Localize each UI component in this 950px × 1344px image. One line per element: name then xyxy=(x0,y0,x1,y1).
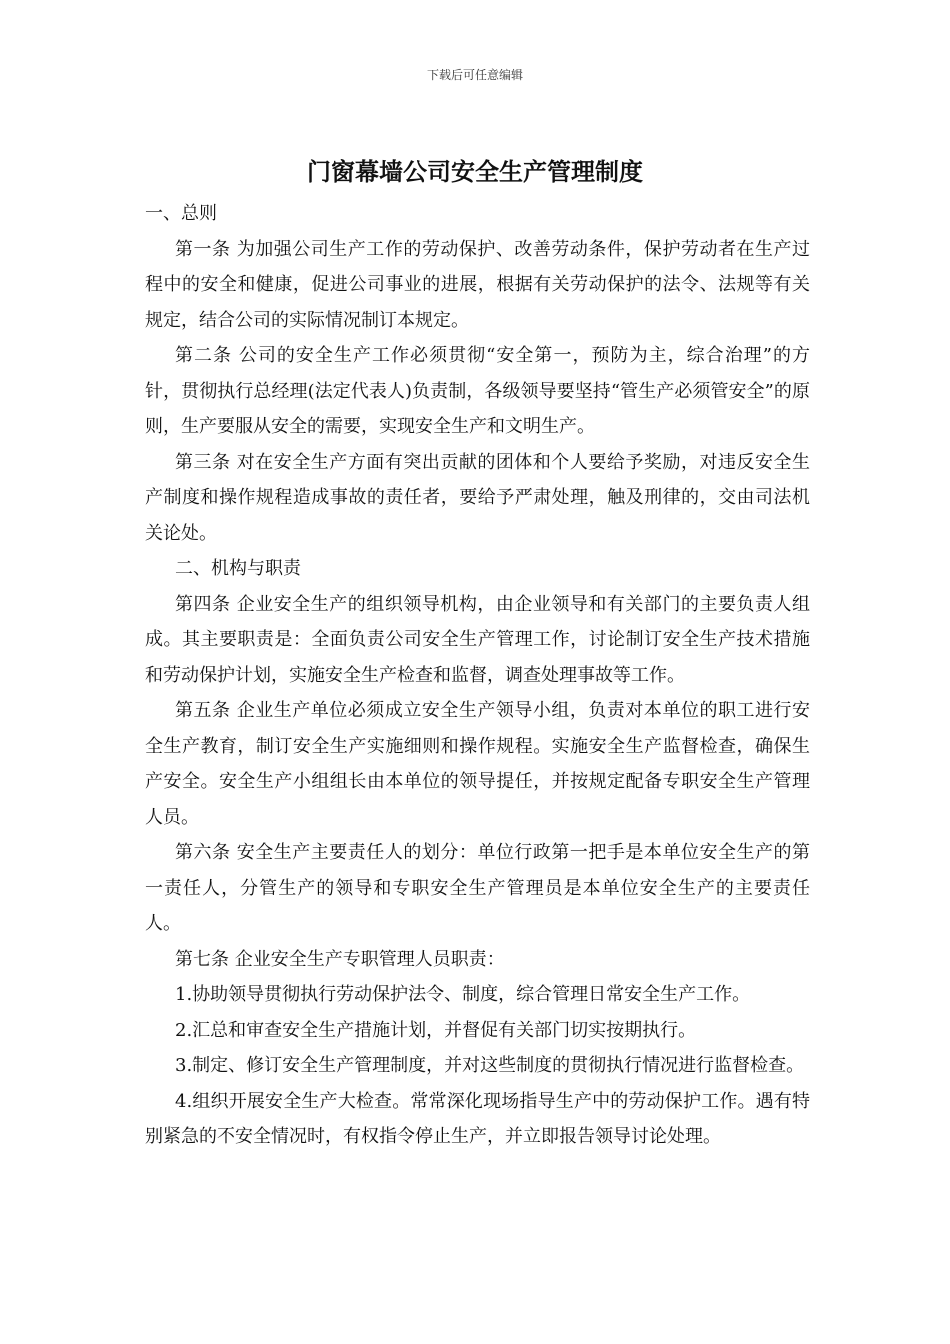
article-6: 第六条 安全生产主要责任人的划分：单位行政第一把手是本单位安全生产的第一责任人，分管生产的领导和专职安全生产管理员是本单位安全生产的主要责任人。 xyxy=(145,842,810,934)
duty-item-3: 3.制定、修订安全生产管理制度，并对这些制度的贯彻执行情况进行监督检查。 xyxy=(175,1055,805,1076)
duty-item-2: 2.汇总和审查安全生产措施计划，并督促有关部门切实按期执行。 xyxy=(175,1019,697,1041)
article-4: 第四条 企业安全生产的组织领导机构，由企业领导和有关部门的主要负责人组成。其主要职责是：全面负责公司安全生产管理工作，讨论制订安全生产技术措施和劳动保护计划，实施安全生产检查和监督，调查处理事故等工作。 xyxy=(145,593,810,686)
article-1: 第一条 为加强公司生产工作的劳动保护、改善劳动条件，保护劳动者在生产过程中的安全和健康，促进公司事业的进展，根据有关劳动保护的法令、法规等有关规定，结合公司的实际情况制订本规定。 xyxy=(145,238,810,331)
article-5: 第五条 企业生产单位必须成立安全生产领导小组，负责对本单位的职工进行安全生产教育，制订安全生产实施细则和操作规程。实施安全生产监督检查，确保生产安全。安全生产小组组长由本单位的领导提任，并按规定配备专职安全生产管理人员。 xyxy=(145,700,810,828)
page-header-note: 下载后可任意编辑 xyxy=(426,68,523,82)
duty-item-1: 1.协助领导贯彻执行劳动保护法令、制度，综合管理日常安全生产工作。 xyxy=(175,984,751,1005)
section-heading-general: 一、总则 xyxy=(145,203,217,224)
article-7: 第七条 企业安全生产专职管理人员职责： xyxy=(175,948,505,970)
article-2: 第二条 公司的安全生产工作必须贯彻“安全第一，预防为主，综合治理”的方针，贯彻执行总经理(法定代表人)负责制，各级领导要坚持“管生产必须管安全”的原则，生产要服从安全的需要，实现安全生产和文明生产。 xyxy=(145,345,810,437)
document-body xyxy=(145,196,810,1155)
duty-item-4: 4.组织开展安全生产大检查。常常深化现场指导生产中的劳动保护工作。遇有特别紧急的不安全情况时，有权指令停止生产，并立即报告领导讨论处理。 xyxy=(145,1090,810,1147)
section-heading-organization: 二、机构与职责 xyxy=(175,558,301,579)
document-title: 门窗幕墙公司安全生产管理制度 xyxy=(307,157,643,186)
article-3: 第三条 对在安全生产方面有突出贡献的团体和个人要给予奖励，对违反安全生产制度和操作规程造成事故的责任者，要给予严肃处理，触及刑律的，交由司法机关论处。 xyxy=(145,451,810,544)
